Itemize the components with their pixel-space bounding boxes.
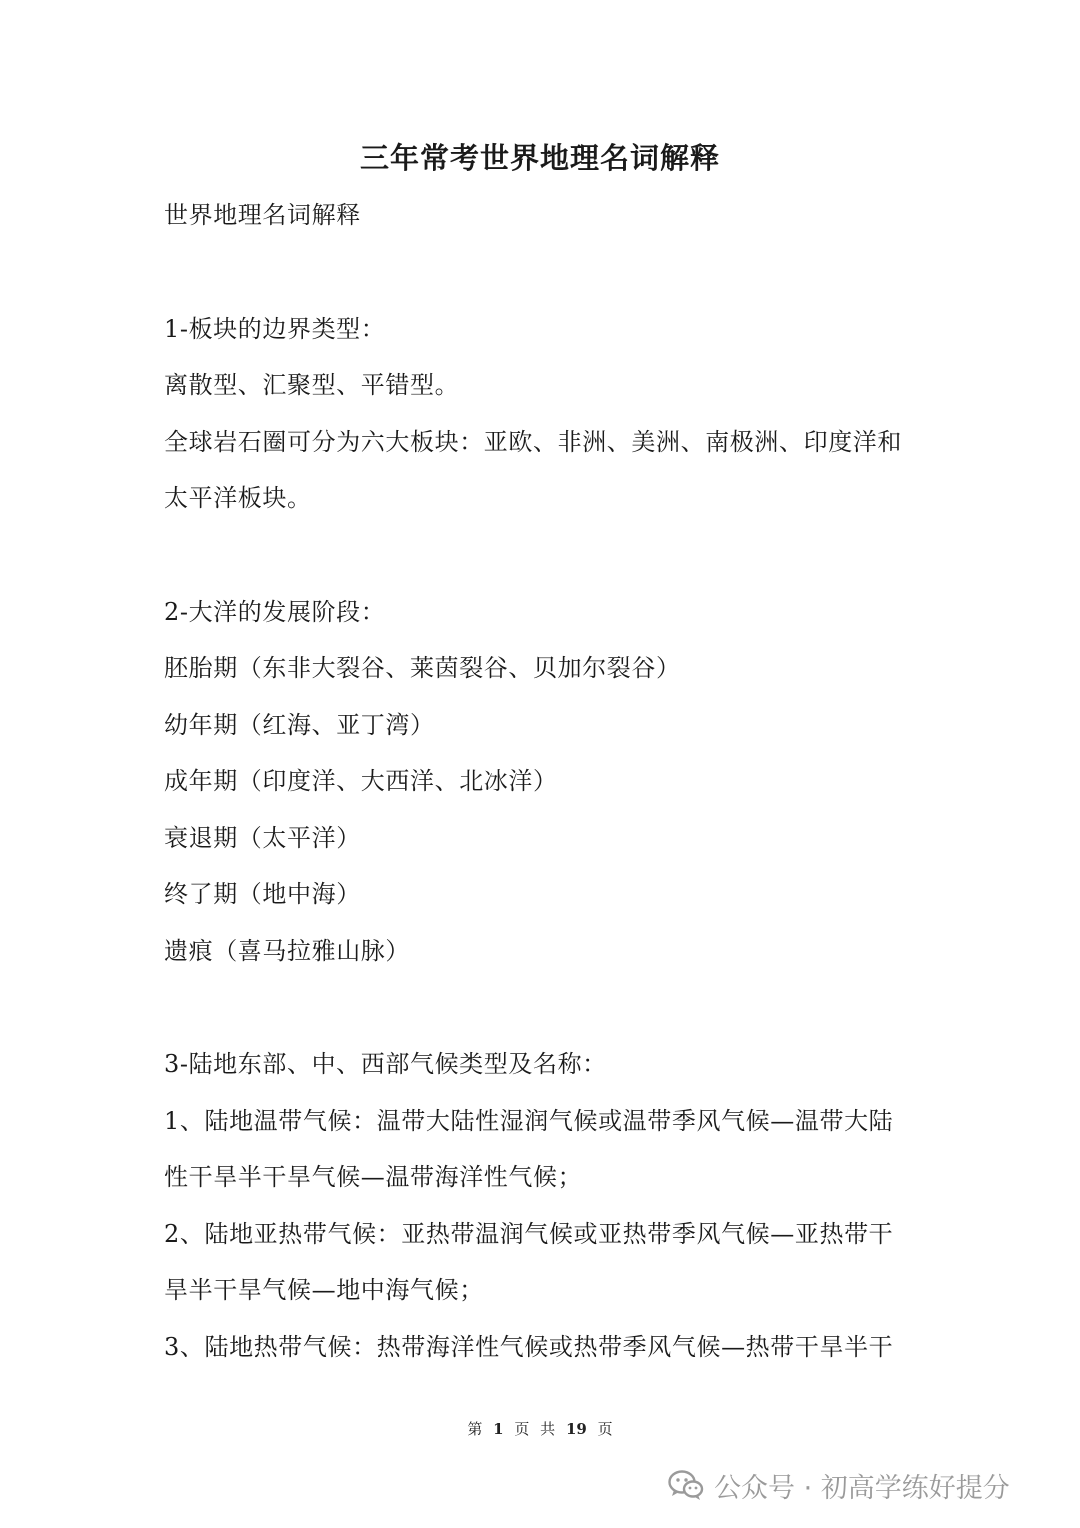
doc-line-section-1-heading: 1-板块的边界类型： <box>164 315 386 343</box>
doc-line: 终了期（地中海） <box>164 880 361 908</box>
doc-line: 胚胎期（东非大裂谷、莱茵裂谷、贝加尔裂谷） <box>164 654 681 682</box>
watermark <box>668 1462 1010 1508</box>
doc-line: 性干旱半干旱气候—温带海洋性气候； <box>164 1163 583 1191</box>
doc-line: 2、陆地亚热带气候：亚热带温润气候或亚热带季风气候—亚热带干 <box>164 1220 894 1248</box>
footer-page-unit: 页 <box>514 1420 530 1438</box>
doc-line-subtitle: 世界地理名词解释 <box>164 201 361 229</box>
footer-page-word: 第 <box>467 1420 483 1438</box>
footer-page-number: 1 <box>493 1420 504 1438</box>
doc-line: 衰退期（太平洋） <box>164 824 361 852</box>
doc-line: 成年期（印度洋、大西洋、北冰洋） <box>164 767 558 795</box>
document-title: 三年常考世界地理名词解释 <box>359 141 720 175</box>
doc-line-section-2-heading: 2-大洋的发展阶段： <box>164 598 386 626</box>
footer-total-unit: 页 <box>597 1420 613 1438</box>
doc-line: 太平洋板块。 <box>164 484 312 512</box>
doc-line: 离散型、汇聚型、平错型。 <box>164 371 460 399</box>
doc-line-section-3-heading: 3-陆地东部、中、西部气候类型及名称： <box>164 1050 607 1078</box>
wechat-icon <box>668 1469 704 1501</box>
footer-total-word: 共 <box>540 1420 556 1438</box>
doc-line: 全球岩石圈可分为六大板块：亚欧、非洲、美洲、南极洲、印度洋和 <box>164 428 902 456</box>
doc-line: 遗痕（喜马拉雅山脉） <box>164 937 410 965</box>
doc-line: 幼年期（红海、亚丁湾） <box>164 711 435 739</box>
doc-line: 3、陆地热带气候：热带海洋性气候或热带季风气候—热带干旱半干 <box>164 1333 894 1361</box>
page-footer <box>0 1418 1080 1440</box>
watermark-text: 公众号 · 初高学练好提分 <box>714 1472 1010 1504</box>
doc-line: 1、陆地温带气候：温带大陆性湿润气候或温带季风气候—温带大陆 <box>164 1107 894 1135</box>
footer-total-pages: 19 <box>565 1420 587 1438</box>
doc-line: 旱半干旱气候—地中海气候； <box>164 1276 484 1304</box>
